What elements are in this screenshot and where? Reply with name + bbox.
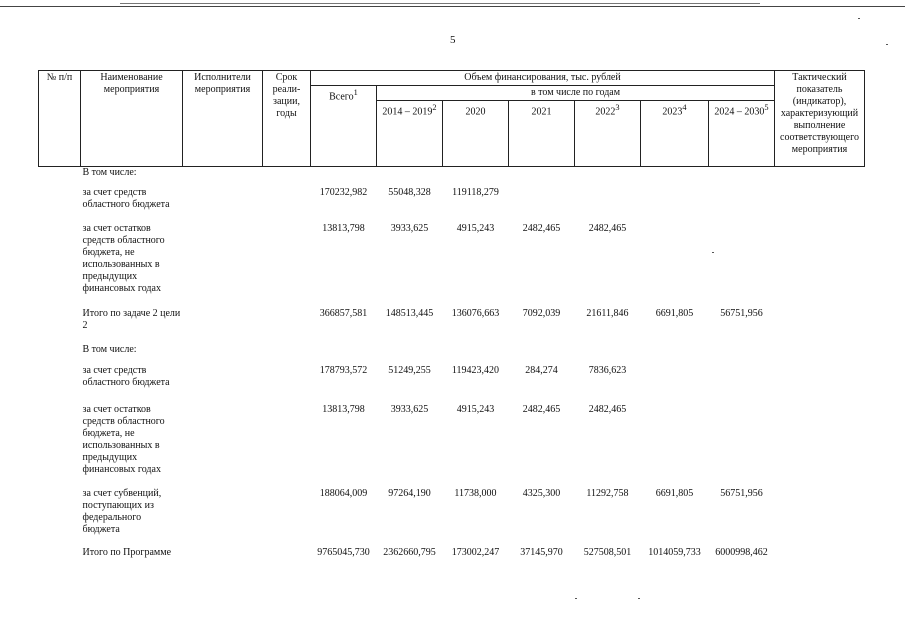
table-row xyxy=(39,488,865,547)
table-row xyxy=(39,223,865,308)
header-number: № п/п xyxy=(39,71,81,167)
row-value: 2482,465 xyxy=(522,222,561,234)
table-row xyxy=(39,547,865,571)
row-value: 97264,190 xyxy=(388,487,431,499)
row-value xyxy=(709,344,775,365)
header-term: Срок реали-зации, годы xyxy=(263,71,311,167)
row-value xyxy=(509,344,575,365)
row-value xyxy=(709,365,775,404)
row-value: 4915,243 xyxy=(456,222,495,234)
row-label: за счет средств областного бюджета xyxy=(82,186,170,210)
scan-speck xyxy=(858,18,860,19)
row-value xyxy=(641,404,709,488)
page-edge-line xyxy=(0,6,905,7)
row-value: 188064,009 xyxy=(319,487,368,499)
row-value: 9765045,730 xyxy=(317,546,370,558)
header-name: Наименование мероприятия xyxy=(81,71,183,167)
table-row xyxy=(39,187,865,223)
row-value xyxy=(575,344,641,365)
funding-table xyxy=(38,70,865,571)
row-value: 2362660,795 xyxy=(383,546,436,558)
header-year: 2020 xyxy=(443,101,509,167)
row-value xyxy=(709,167,775,187)
row-value xyxy=(641,223,709,308)
row-value xyxy=(709,223,775,308)
row-label: В том числе: xyxy=(82,167,137,178)
header-funding: Объем финансирования, тыс. рублей xyxy=(311,71,775,86)
row-value: 284,274 xyxy=(525,364,558,376)
row-label: В том числе: xyxy=(82,343,137,355)
row-label: Итого по задаче 2 цели 2 xyxy=(82,307,181,331)
row-value: 7092,039 xyxy=(522,307,561,319)
row-value: 136076,663 xyxy=(451,307,500,319)
header-year: 2021 xyxy=(509,101,575,167)
table-row xyxy=(39,308,865,344)
scan-speck xyxy=(886,44,888,45)
header-executors: Исполнители мероприятия xyxy=(183,71,263,167)
row-value: 13813,798 xyxy=(322,222,365,234)
row-label: за счет средств областного бюджета xyxy=(82,364,170,388)
row-value: 4915,243 xyxy=(456,403,495,415)
header-indicator: Тактический показатель (индикатор), характеризующий выполнение соответствующего мероприятия xyxy=(775,71,865,167)
row-label: за счет остатков средств областного бюджета, не использованных в предыдущих финансовых годах xyxy=(82,222,165,294)
row-value: 2482,465 xyxy=(522,403,561,415)
header-year: 2024 – 2030$^5$ xyxy=(709,101,775,167)
scan-speck xyxy=(638,598,640,599)
row-value: 21611,846 xyxy=(586,307,629,319)
scan-speck xyxy=(575,598,577,599)
table-row xyxy=(39,167,865,187)
row-label: Итого по Программе xyxy=(82,546,172,558)
row-value: 6000998,462 xyxy=(715,546,768,558)
row-value: 2482,465 xyxy=(588,403,627,415)
row-value xyxy=(641,365,709,404)
row-value: 7836,623 xyxy=(588,364,627,376)
header-year: 2022$^3$ xyxy=(575,101,641,167)
row-value: 3933,625 xyxy=(390,222,429,234)
row-value xyxy=(641,187,709,223)
row-value: 173002,247 xyxy=(451,546,500,558)
row-value xyxy=(509,167,575,187)
row-value xyxy=(641,344,709,365)
table-row xyxy=(39,404,865,488)
header-by-years: в том числе по годам xyxy=(377,86,775,101)
header-year: 2023$^4$ xyxy=(641,101,709,167)
row-value xyxy=(641,167,709,187)
row-value: 119118,279 xyxy=(452,186,499,198)
row-value: 6691,805 xyxy=(655,307,694,319)
table-row xyxy=(39,365,865,404)
row-value: 13813,798 xyxy=(322,403,365,415)
row-value: 56751,956 xyxy=(720,307,763,319)
row-value: 1014059,733 xyxy=(648,546,701,558)
row-value: 366857,581 xyxy=(319,307,368,319)
row-value xyxy=(443,167,509,187)
row-value xyxy=(311,167,377,187)
row-value xyxy=(311,344,377,365)
row-value xyxy=(575,187,641,223)
row-value: 527508,501 xyxy=(583,546,632,558)
row-value: 11292,758 xyxy=(586,487,629,499)
row-value: 3933,625 xyxy=(390,403,429,415)
row-value xyxy=(509,187,575,223)
row-value: 2482,465 xyxy=(588,222,627,234)
row-label: за счет остатков средств областного бюджета, не использованных в предыдущих финансовых годах xyxy=(82,403,165,475)
row-value: 11738,000 xyxy=(454,487,497,499)
row-value: 119423,420 xyxy=(451,364,500,376)
row-value: 178793,572 xyxy=(319,364,368,376)
row-value xyxy=(377,167,443,187)
row-value xyxy=(377,344,443,365)
row-value: 56751,956 xyxy=(720,487,763,499)
scan-speck xyxy=(712,252,714,253)
row-value xyxy=(443,344,509,365)
row-value xyxy=(575,167,641,187)
page-number: 5 xyxy=(450,34,456,46)
row-value: 51249,255 xyxy=(388,364,431,376)
row-value: 4325,300 xyxy=(522,487,561,499)
row-value xyxy=(709,404,775,488)
header-total: Всего$^1$ xyxy=(311,86,377,167)
row-value: 37145,970 xyxy=(520,546,563,558)
top-border-line xyxy=(120,3,760,4)
row-value: 55048,328 xyxy=(388,186,431,198)
header-year: 2014 – 2019$^2$ xyxy=(377,101,443,167)
row-value: 148513,445 xyxy=(385,307,434,319)
row-value: 170232,982 xyxy=(319,186,368,198)
table-row xyxy=(39,344,865,365)
row-label: за счет субвенций, поступающих из федерального бюджета xyxy=(82,487,162,535)
row-value xyxy=(709,187,775,223)
row-value: 6691,805 xyxy=(655,487,694,499)
